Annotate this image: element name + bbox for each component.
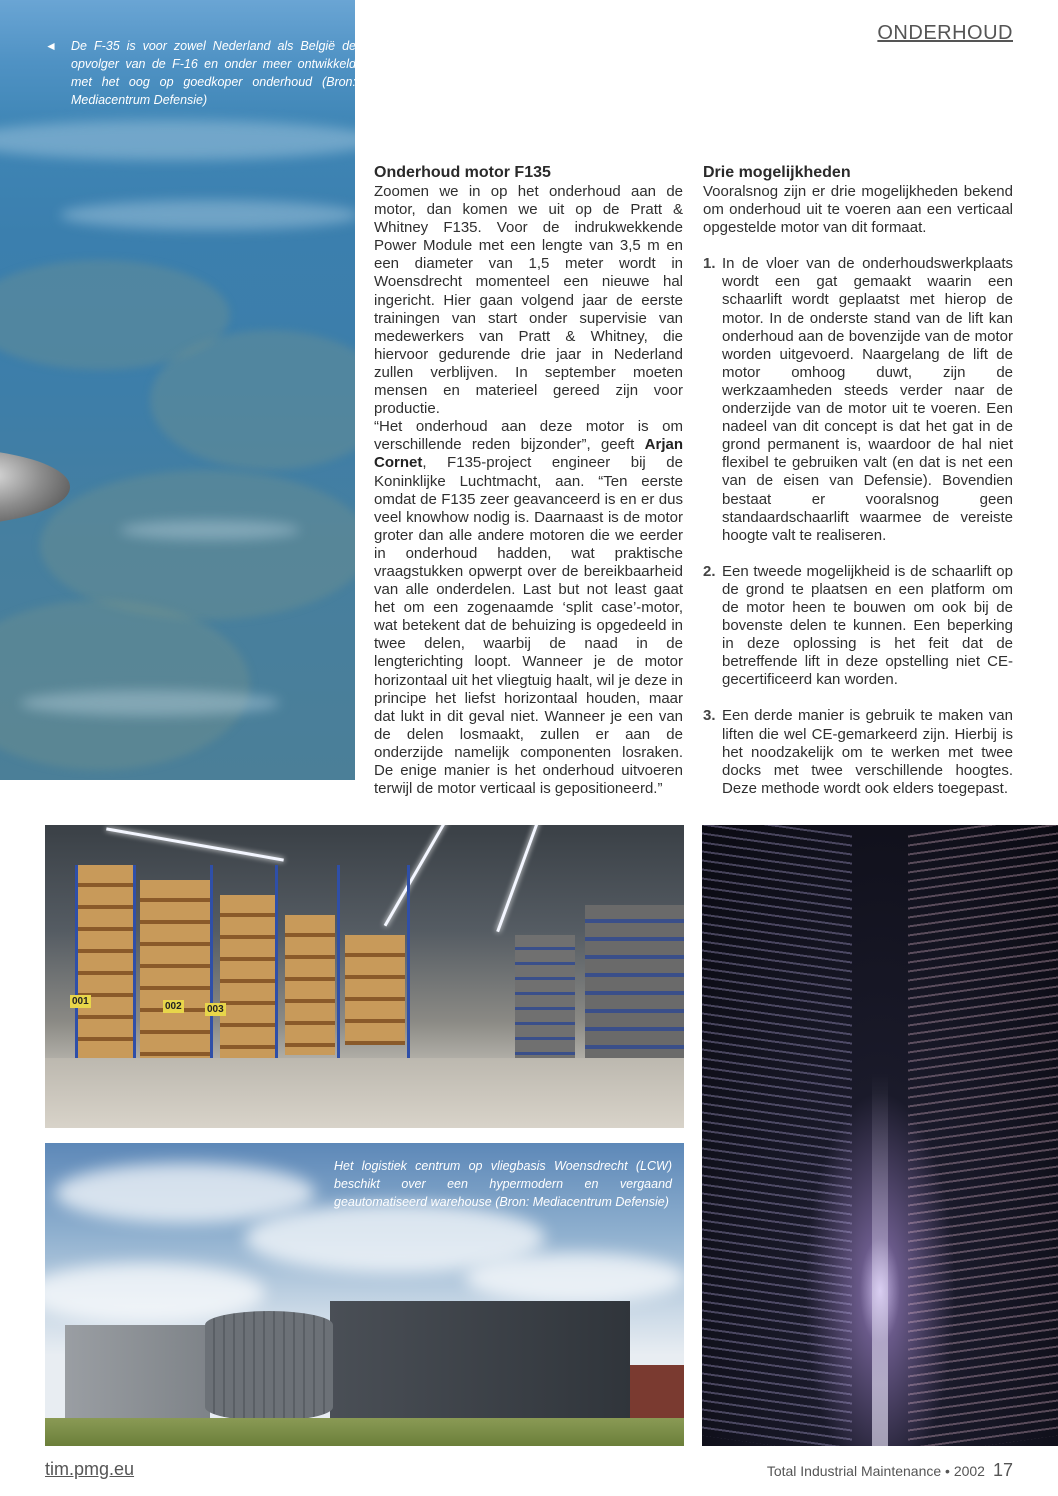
footer-publication bbox=[767, 1460, 1013, 1481]
aerial-caption-text: De F-35 is voor zowel Nederland als België de opvolger van de F-16 en onder meer ontwikkeld met het oog op goedkoper onderhoud (Bron: Mediacentrum Defensie) bbox=[71, 39, 356, 107]
col1-p2-rest: , F135-project engineer bij de Koninklijke Luchtmacht, aan. “Ten eerste omdat de F135 zeer geavanceerd is en er dus veel knowhow nodig is. Daarnaast is de motor groter dan alle andere motoren die we eerder in onderhoud hadden, wat praktische vraagstukken opwerpt over de bereikbaarheid van alle onderdelen. Last but not least gaat het om een zogenaamde ‘split case’-motor, wat betekent dat de behuizing is opgedeeld in twee delen, waarbij de naad in de lengterichting loopt. Wanneer je de motor horizontaal uit het vliegtuig haalt, wil je deze in principe het liefst horizontaal houden, maar dat lukt in dit geval niet. Wanneer je een van de delen losmaakt, zullen er aan de onderzijde namelijk componenten losraken. De enige manier is het onderhoud uitvoeren terwijl de motor verticaal is gepositioneerd.” bbox=[374, 454, 683, 798]
rack-label: 002 bbox=[165, 1001, 182, 1012]
footer-url[interactable]: tim.pmg.eu bbox=[45, 1459, 135, 1479]
list-number: 1. bbox=[703, 255, 716, 273]
rack-label: 003 bbox=[207, 1004, 224, 1015]
caption-arrow-icon: ◄ bbox=[45, 39, 57, 53]
col2-intro: Vooralsnog zijn er drie mogelijkheden bekend om onderhoud uit te voeren aan een verticaal opgestelde motor van dit formaat. bbox=[703, 183, 1013, 237]
list-text: In de vloer van de onderhoudswerkplaats wordt een gat gemaakt waarin een schaarlift wordt geplaatst met hierop de motor. In de onderste stand van de lift kan onderhoud aan de bovenzijde van de motor worden uitgevoerd. Naargelang de lift de motor omhoog duwt, zijn de werkzaamheden steeds verder naar de onderzijde van de motor uit te voeren. Een nadeel van dit concept is dat het gat in de grond permanent is, waardoor de hal niet flexibel te gebruiken valt (en dat is net een van de eisen van Defensie). Bovendien bestaat er vooralsnog geen standaardschaarlift waarmee de vereiste hoogte valt te realiseren. bbox=[722, 255, 1013, 544]
list-number: 2. bbox=[703, 562, 716, 580]
page-number: 17 bbox=[992, 1460, 1013, 1480]
list-text: Een tweede mogelijkheid is de schaarlift op de grond te plaatsen en een platform om de motor heen te bouwen om ook bij de bovenste delen te kunnen. Een beperking in deze oplossing is het feit dat de betreffende lift in deze opstelling niet CE-gecertificeerd kan worden. bbox=[722, 562, 1013, 689]
col1-paragraph-1: Zoomen we in op het onderhoud aan de motor, dan komen we uit op de Pratt & Whitney F135. Voor de indrukwekkende Power Module met een lengte van 3,5 m en een diameter van 1,5 meter wordt in Woensdrecht momenteel een nieuwe hal ingericht. Hier gaan volgend jaar de eerste trainingen van start onder supervisie van medewerkers van Pratt & Whitney, die hiervoor gedurende drie jaar in Nederland zullen verblijven. In september moeten mensen en materieel gereed zijn voor productie. bbox=[374, 183, 683, 418]
list-text: Een derde manier is gebruik te maken van liften die wel CE-gemarkeerd zijn. Hierbij is het noodzakelijk om te werken met twee docks met twee verschillende hoogtes. Deze methode wordt ook elders toegepast. bbox=[722, 707, 1013, 797]
col1-p2-start: “Het onderhoud aan deze motor is om verschillende reden bijzonder”, geeft bbox=[374, 418, 683, 454]
col2-heading: Drie mogelijkheden bbox=[703, 164, 851, 181]
aerial-photo bbox=[0, 0, 355, 780]
warehouse-interior-photo bbox=[45, 825, 684, 1128]
list-number: 3. bbox=[703, 707, 716, 725]
publication-name: Total Industrial Maintenance • 2002 bbox=[766, 1463, 985, 1479]
warehouse-caption: Het logistiek centrum op vliegbasis Woensdrecht (LCW) beschikt over een hypermodern en vergaand geautomatiseerd warehouse (Bron: Mediacentrum Defensie) bbox=[334, 1159, 672, 1209]
col1-paragraph-2 bbox=[374, 418, 683, 798]
col1-heading: Onderhoud motor F135 bbox=[374, 164, 551, 181]
article-column-1 bbox=[374, 163, 683, 798]
article-column-2 bbox=[703, 163, 1013, 798]
section-header: ONDERHOUD bbox=[877, 22, 1013, 44]
rack-label: 001 bbox=[72, 996, 89, 1007]
person-name: Arjan Cornet bbox=[374, 436, 683, 472]
automated-warehouse-photo bbox=[702, 825, 1058, 1446]
aerial-caption bbox=[45, 37, 356, 109]
list-item bbox=[703, 563, 1013, 690]
list-item bbox=[703, 255, 1013, 545]
list-item bbox=[703, 707, 1013, 797]
